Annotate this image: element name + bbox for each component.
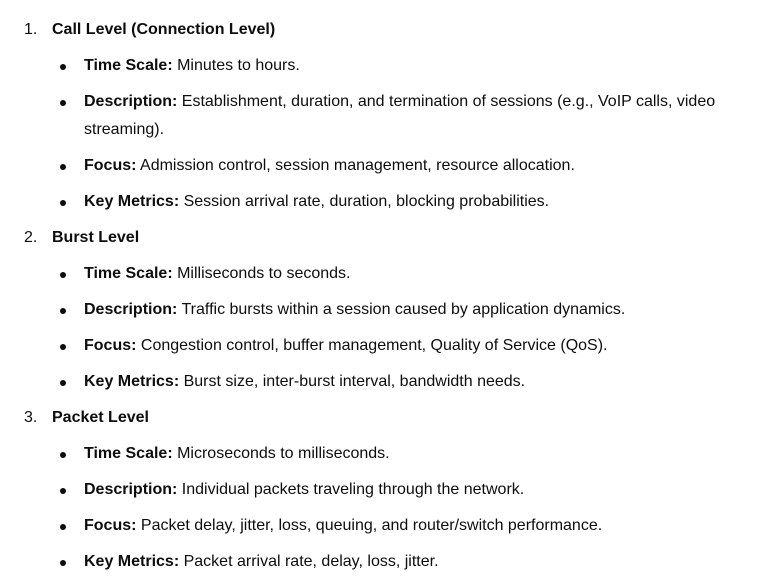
bullet-icon [60, 452, 66, 458]
bullet-icon [60, 308, 66, 314]
sub-item-key: Focus: [84, 517, 137, 534]
sub-item-value: Admission control, session management, resource allocation. [136, 157, 575, 174]
sub-item-text [84, 476, 744, 504]
sub-item-value: Milliseconds to seconds. [172, 265, 351, 282]
sub-item-text [84, 548, 744, 576]
sub-item-text [84, 296, 744, 324]
list-number: 1. [24, 21, 38, 38]
bullet-icon [60, 488, 66, 494]
bullet-icon [60, 164, 66, 170]
sub-item-key: Time Scale: [84, 265, 173, 282]
sub-item-value: Traffic bursts within a session caused by application dynamics. [177, 301, 626, 318]
bullet-icon [60, 64, 66, 70]
sub-item-value: Packet arrival rate, delay, loss, jitter. [179, 553, 439, 570]
sub-item-value: Packet delay, jitter, loss, queuing, and router/switch performance. [136, 517, 603, 534]
level-title: Burst Level [52, 229, 140, 246]
sub-item-key: Focus: [84, 337, 137, 354]
sub-item-key: Time Scale: [84, 445, 173, 462]
sub-item-value: Establishment, duration, and termination of sessions (e.g., VoIP calls, video streaming). [84, 93, 716, 138]
sub-item-key: Key Metrics: [84, 553, 180, 570]
sub-item-text [84, 440, 744, 468]
sub-item-value: Congestion control, buffer management, Quality of Service (QoS). [136, 337, 608, 354]
sub-item-text [84, 512, 744, 540]
sub-item-text [84, 332, 744, 360]
bullet-icon [60, 200, 66, 206]
sub-item-key: Description: [84, 481, 178, 498]
sub-item-text [84, 52, 744, 80]
bullet-icon [60, 272, 66, 278]
sub-item-text [84, 188, 744, 216]
bullet-icon [60, 524, 66, 530]
sub-item-key: Time Scale: [84, 57, 173, 74]
bullet-icon [60, 380, 66, 386]
sub-item-value: Microseconds to milliseconds. [172, 445, 390, 462]
sub-item-text [84, 152, 744, 180]
sub-item-key: Key Metrics: [84, 193, 180, 210]
sub-item-key: Description: [84, 93, 178, 110]
level-title: Call Level (Connection Level) [52, 21, 276, 38]
bullet-icon [60, 344, 66, 350]
sub-item-key: Description: [84, 301, 178, 318]
bullet-icon [60, 100, 66, 106]
sub-item-key: Key Metrics: [84, 373, 180, 390]
list-number: 3. [24, 409, 38, 426]
level-title: Packet Level [52, 409, 149, 426]
sub-item-value: Burst size, inter-burst interval, bandwidth needs. [179, 373, 526, 390]
bullet-icon [60, 560, 66, 566]
sub-item-value: Minutes to hours. [172, 57, 300, 74]
sub-item-value: Session arrival rate, duration, blocking probabilities. [179, 193, 550, 210]
sub-item-text [84, 88, 744, 144]
sub-item-text [84, 368, 744, 396]
sub-item-text [84, 260, 744, 288]
list-number: 2. [24, 229, 38, 246]
sub-item-value: Individual packets traveling through the network. [177, 481, 525, 498]
sub-item-key: Focus: [84, 157, 137, 174]
